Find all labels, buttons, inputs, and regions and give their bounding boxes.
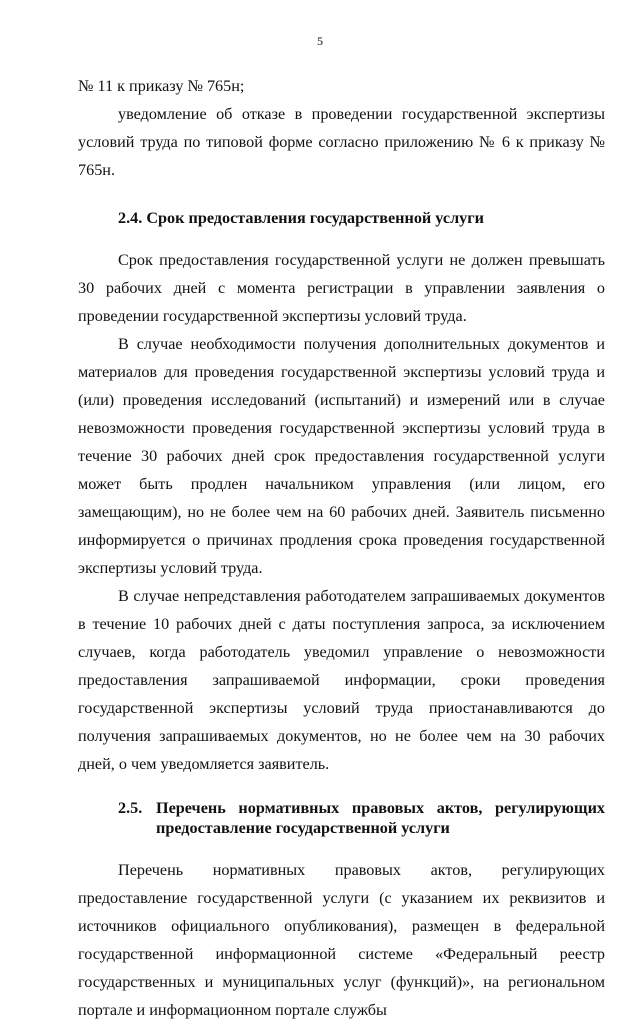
paragraph-refusal-notice: уведомление об отказе в проведении государственной экспертизы условий труда по типовой форме согласно приложению № 6 к приказу № 765н. <box>78 105 605 179</box>
paragraph-service-term: Срок предоставления государственной услуги не должен превышать 30 рабочих дней с момента регистрации в управлении заявления о проведении государственной экспертизы условий труда. <box>78 251 605 325</box>
paragraph-legal-acts-list: Перечень нормативных правовых актов, регулирующих предоставление государственной услуги (с указанием их реквизитов и источников официального опубликования), размещен в федеральной государственной информационной системе «Федеральный реестр государственных и муниципальных услуг (функций)», на региональном портале и информационном портале службы <box>78 861 605 1019</box>
section-title-text: Перечень нормативных правовых актов, регулирующих предоставление государственной услуги <box>156 799 605 837</box>
paragraph-term-extension: В случае необходимости получения дополнительных документов и материалов для проведения государственной экспертизы условий труда и (или) проведения исследований (испытаний) и измерений или в случае невозможности проведения государственной экспертизы условий труда в течение 30 рабочих дней срок предоставления государственной услуги может быть продлен начальником управления (или лицом, его замещающим), но не более чем на 60 рабочих дней. Заявитель письменно информируется о причинах продления срока проведения государственной экспертизы условий труда. <box>78 335 605 577</box>
section-heading-2-5 <box>118 798 605 838</box>
section-number: 2.5. <box>118 799 143 817</box>
section-heading-2-4: 2.4. Срок предоставления государственной услуги <box>118 209 484 227</box>
paragraph-term-suspension: В случае непредставления работодателем запрашиваемых документов в течение 10 рабочих дней с даты поступления запроса, за исключением случаев, когда работодатель уведомил управление о невозможности предоставления запрашиваемой информации, сроки проведения государственной экспертизы условий труда приостанавливаются до получения запрашиваемых документов, но не более чем на 30 рабочих дней, о чем уведомляется заявитель. <box>78 587 605 773</box>
document-body <box>78 72 605 1024</box>
paragraph-continuation: № 11 к приказу № 765н; <box>78 77 245 95</box>
page-number: 5 <box>317 34 323 48</box>
